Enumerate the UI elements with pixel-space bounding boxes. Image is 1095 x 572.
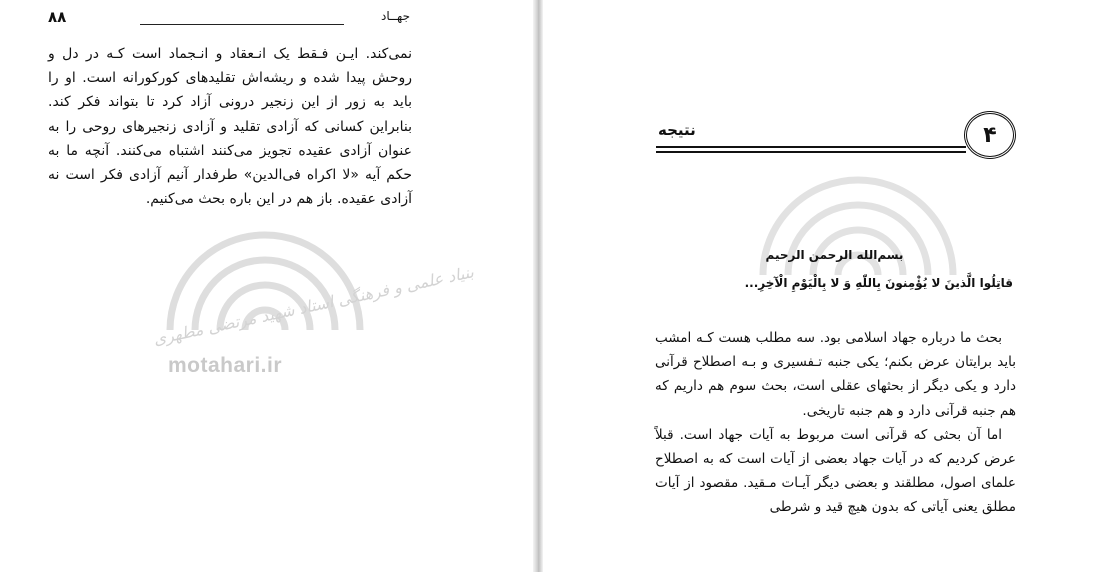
page-number: ۸۸ (48, 8, 67, 26)
left-paragraph: نمی‌کند. ایـن فـقط یک انـعقاد و انـجماد است کـه در دل و روحش پیدا شده و ریشه‌اش تقلیدهای کورکورانه است. او را باید به زور از این زنجیر درونی آزاد کرد تا بتواند فکر کند. بنابراین کسانی که آزادی تقلید و آزادی زنجیرهای روحی را به عنوان آزادی عقیده تجویز می‌کنند اشتباه می‌کنند. آنچه ما به حکم آیه «لا اکراه فی‌الدین» طرفدار آنیم آزادی فکر است نه آزادی عقیده. باز هم در این باره بحث می‌کنیم. (48, 46, 412, 208)
chapter-header (656, 111, 1016, 161)
left-body-text (48, 42, 412, 211)
left-page (0, 0, 533, 572)
running-header (48, 8, 410, 30)
chapter-rule (656, 151, 966, 153)
chapter-number: ۴ (983, 122, 997, 148)
paragraph: بحث ما درباره جهاد اسلامی بود. سه مطلب هست کـه امشب باید برایتان عرض بکنم؛ یکی جنبه تـفسیری و بـه اصطلاح قرآنی دارد و یکی دیگر از بحثهای عقلی است، بحث سوم هم داریم که هم جنبه قرآنی دارد و هم جنبه تاریخی. (655, 330, 1016, 419)
watermark-site: motahari.ir (168, 354, 283, 377)
header-rule (140, 24, 344, 25)
book-gutter (533, 0, 543, 572)
chapter-rule (656, 146, 966, 148)
paragraph: اما آن بحثی که قرآنی است مربوط به آیات جهاد است. قبلاً عرض کردیم که در آیات جهاد بعضی از آیات است که به اصطلاح علمای اصول، مطلقند و بعضی دیگر آیـات مـقید. مقصود از آیات مطلق یعنی آیاتی که بدون هیچ قید و شرطی (655, 426, 1016, 516)
quran-verse: قاتِلُوا الَّذینَ لا یُؤْمِنونَ بِاللّٰهِ وَ لا بِالْیَوْمِ الْآخِرِ... (744, 276, 1013, 290)
basmala: بسم‌الله الرحمن الرحیم (765, 248, 904, 262)
chapter-title: نتیجه (658, 121, 696, 139)
watermark-calligraphy: بنیاد علمی و فرهنگی استاد شهید مرتضی مطهری (151, 262, 476, 349)
right-page (543, 0, 1095, 572)
chapter-number-badge (964, 111, 1016, 159)
right-body-text (655, 326, 1016, 520)
watermark-logo-icon (743, 145, 973, 285)
running-title: جهــاد (381, 9, 410, 23)
